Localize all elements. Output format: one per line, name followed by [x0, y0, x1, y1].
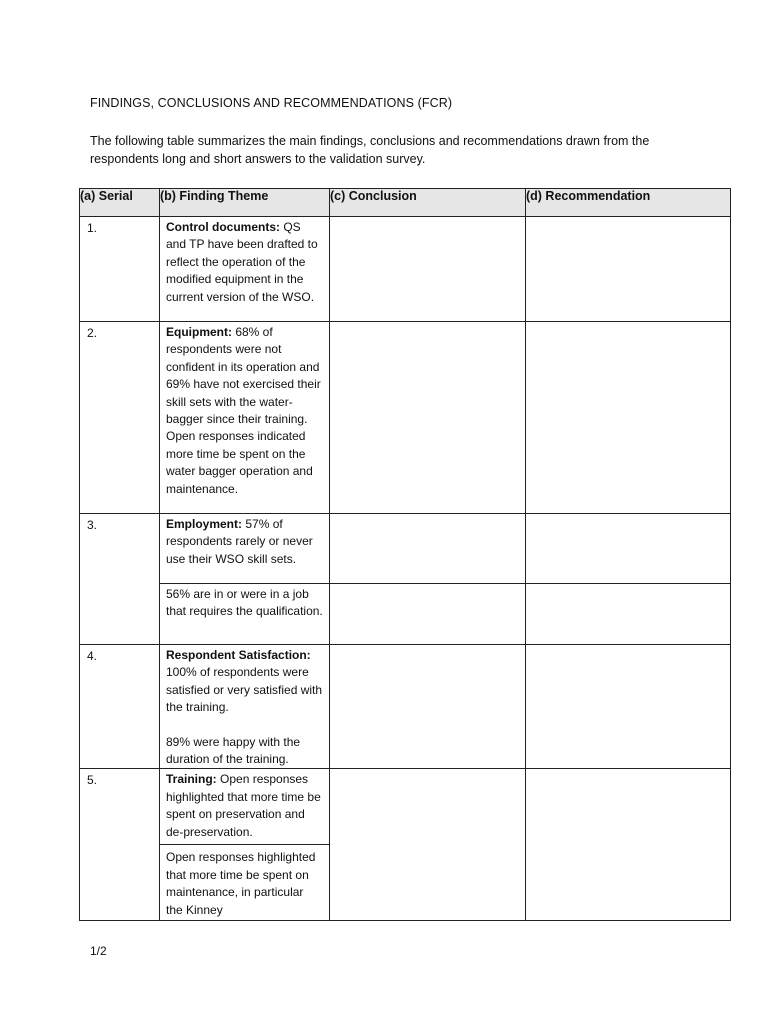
table-row [80, 322, 731, 514]
finding-extra-text: 89% were happy with the duration of the training. [166, 734, 301, 767]
page-number: 1/2 [90, 944, 107, 958]
serial-cell: 2. [80, 322, 160, 514]
serial-cell: 5. [80, 769, 160, 921]
finding-cell [160, 645, 330, 769]
serial-cell: 1. [80, 217, 160, 322]
conclusion-cell [330, 217, 526, 322]
recommendation-cell [526, 645, 731, 769]
finding-text: 57% of respondents rarely or never use their WSO skill sets. [166, 517, 313, 566]
finding-label: Control documents: [166, 220, 280, 234]
finding-label: Respondent Satisfaction: [166, 648, 311, 662]
conclusion-cell [330, 584, 526, 645]
finding-text: 56% are in or were in a job that requires the qualification. [166, 587, 323, 619]
header-recommendation: (d) Recommendation [526, 189, 731, 217]
conclusion-cell [330, 645, 526, 769]
header-conclusion: (c) Conclusion [330, 189, 526, 217]
intro-paragraph: The following table summarizes the main findings, conclusions and recommendations drawn from the respondents long and short answers to the validation survey. [90, 134, 650, 166]
fcr-table [79, 188, 731, 921]
finding-cell [160, 584, 330, 645]
finding-text: 100% of respondents were satisfied or very satisfied with the training. [166, 665, 323, 715]
finding-label: Employment: [166, 517, 243, 531]
finding-text: Open responses highlighted that more time be spent on preservation and de-preservation. [166, 772, 321, 839]
serial-cell: 4. [80, 645, 160, 769]
finding-text: 68% of respondents were not confident in its operation and 69% have not exercised their skill sets with the water-bagger since their training. Open responses indicated more time be spent on the water bagger operation and maintenance. [166, 325, 321, 496]
recommendation-cell [526, 769, 731, 921]
document-heading: FINDINGS, CONCLUSIONS AND RECOMMENDATIONS (FCR) [90, 96, 453, 110]
table-row [80, 217, 731, 322]
header-finding-theme: (b) Finding Theme [160, 189, 330, 217]
recommendation-cell [526, 514, 731, 584]
conclusion-cell [330, 769, 526, 921]
table-row [80, 769, 731, 921]
finding-cell [160, 514, 330, 584]
recommendation-cell [526, 584, 731, 645]
finding-text: QS and TP have been drafted to reflect the operation of the modified equipment in the current version of the WSO. [166, 220, 318, 304]
finding-cell [160, 322, 330, 514]
finding-cell [160, 217, 330, 322]
table-header-row [80, 189, 731, 217]
finding-label: Equipment: [166, 325, 232, 339]
recommendation-cell [526, 217, 731, 322]
finding-text: Open responses highlighted that more time be spent on maintenance, in particular the Kinney [166, 850, 316, 917]
recommendation-cell [526, 322, 731, 514]
conclusion-cell [330, 322, 526, 514]
serial-cell: 3. [80, 514, 160, 645]
table-row [80, 514, 731, 584]
finding-cell [160, 769, 330, 921]
finding-label: Training: [166, 772, 217, 787]
conclusion-cell [330, 514, 526, 584]
table-row [80, 645, 731, 769]
header-serial: (a) Serial [80, 189, 160, 217]
table-subrow [80, 584, 731, 645]
